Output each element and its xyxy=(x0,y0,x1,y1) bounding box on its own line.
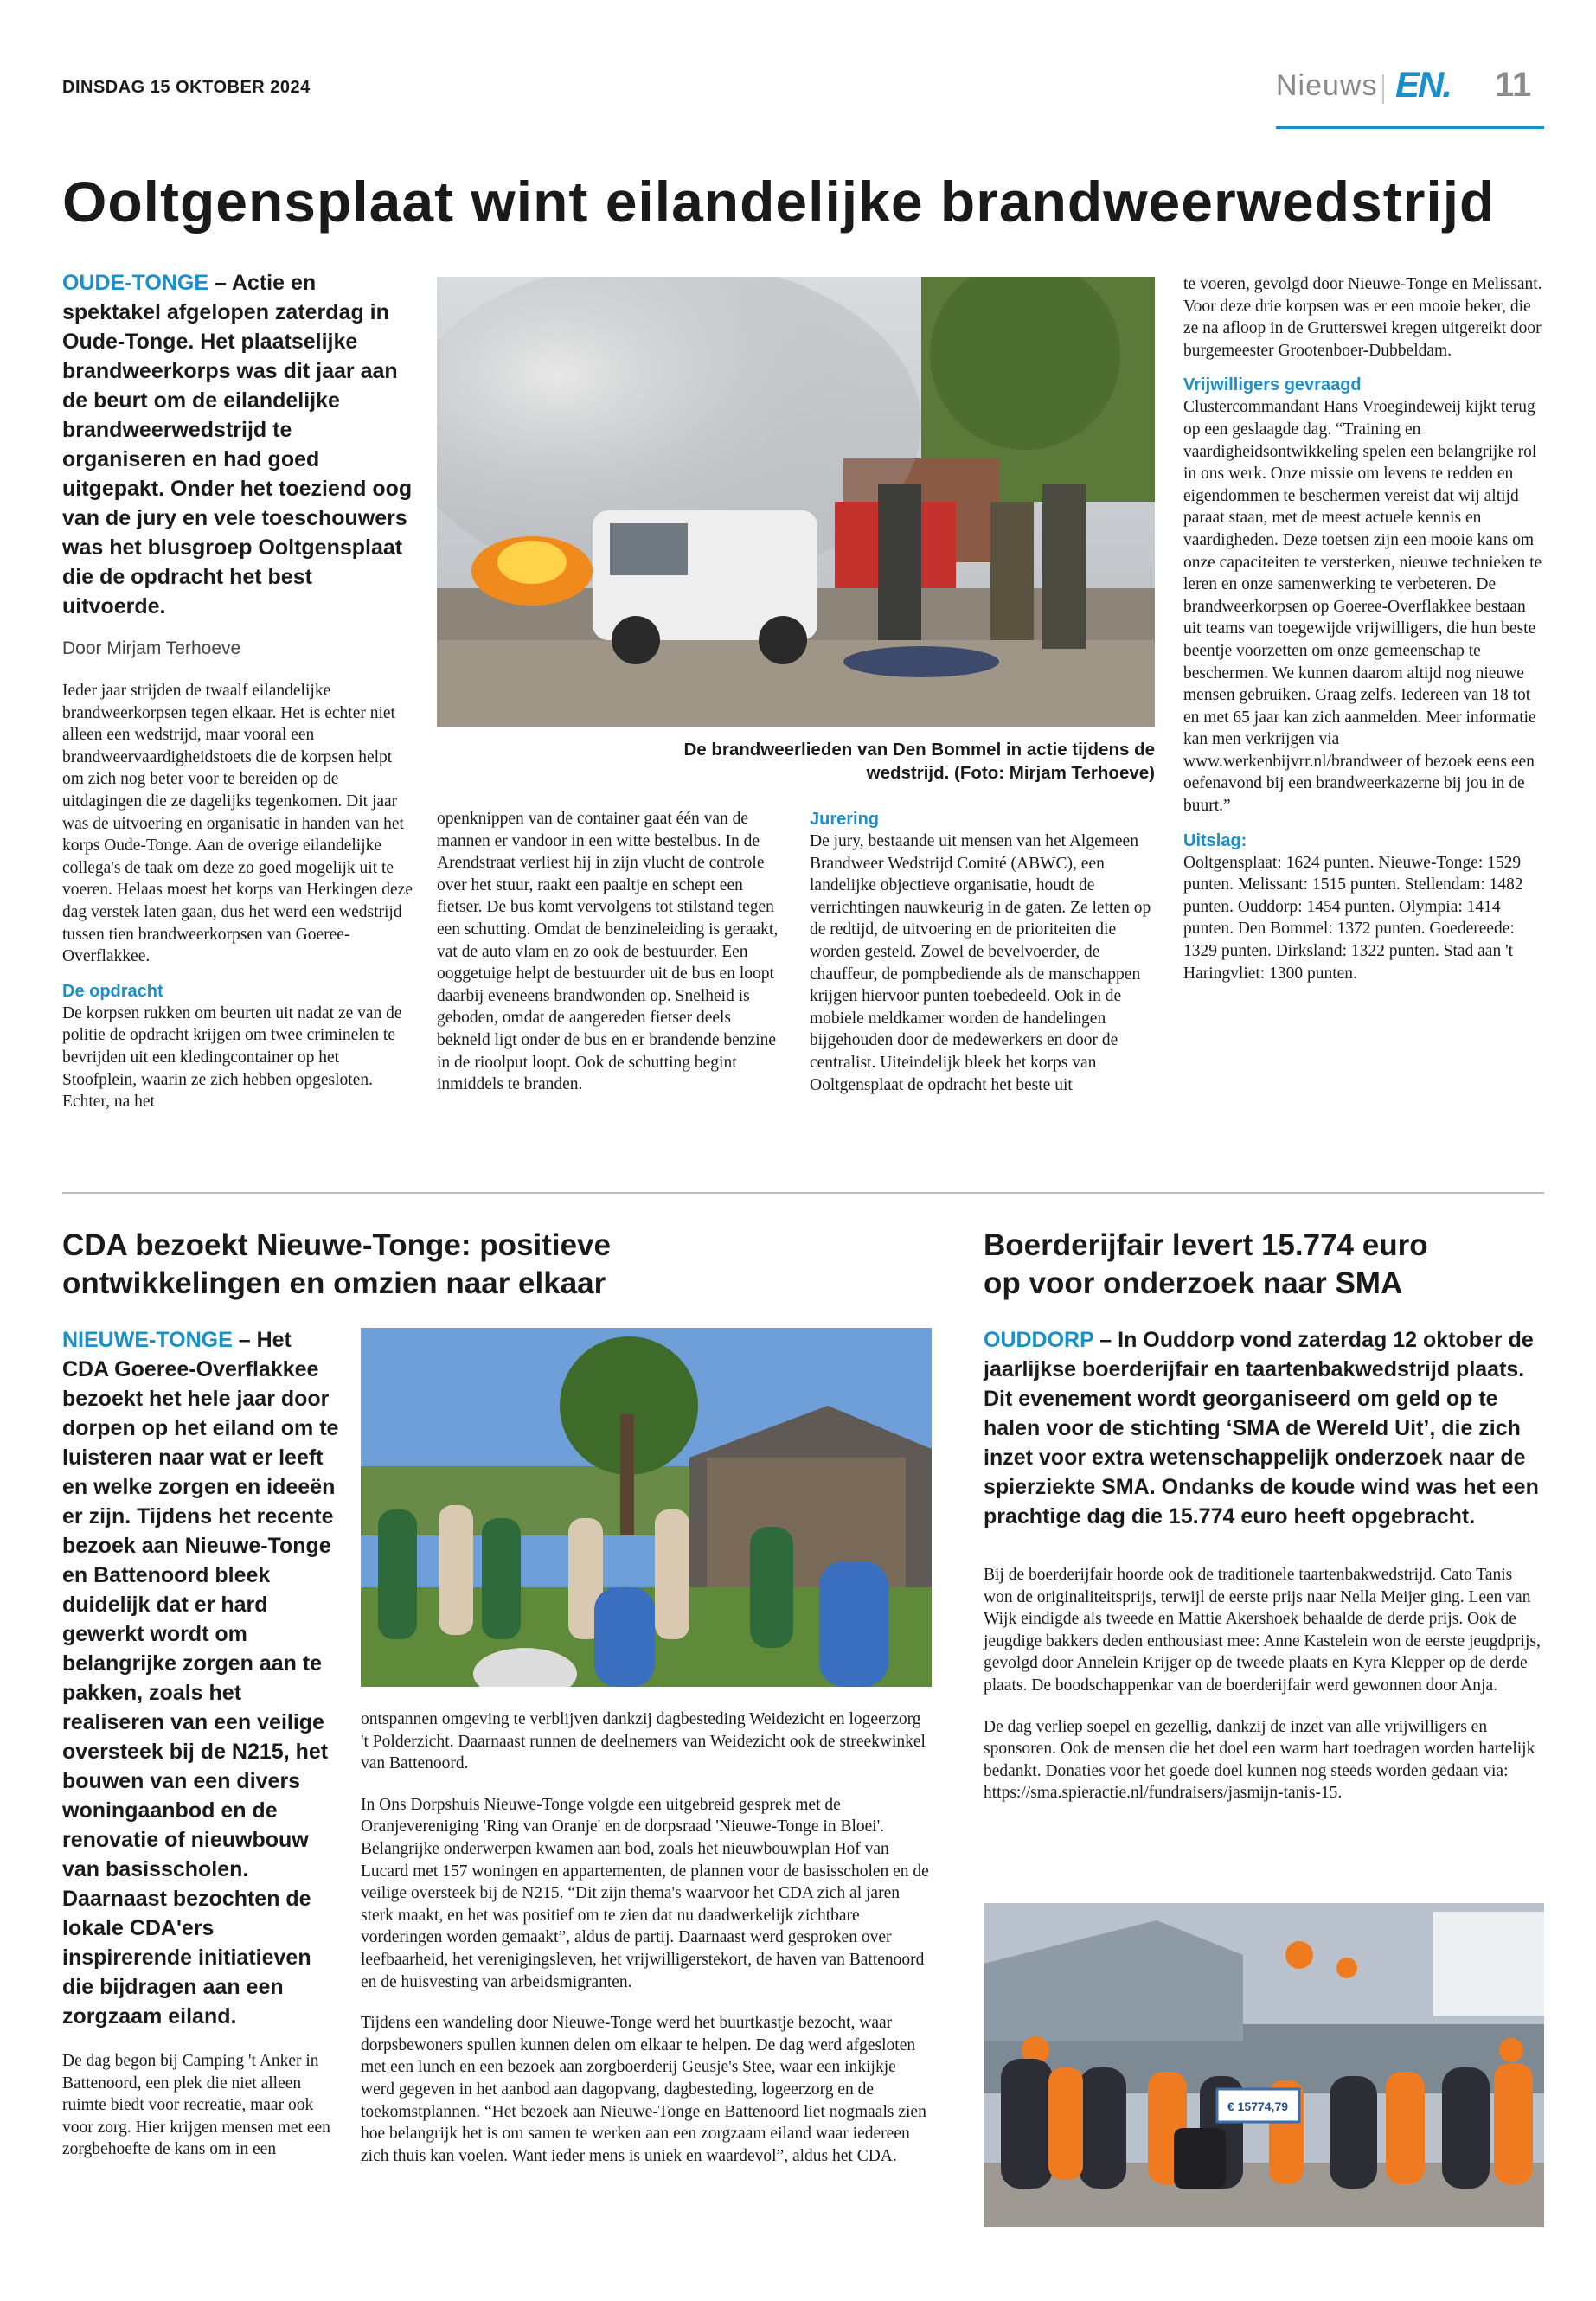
article2-headline: CDA bezoekt Nieuwe-Tonge: positieve ontwikkelingen en omzien naar elkaar xyxy=(62,1228,611,1300)
article1-dateline: OUDE-TONGE xyxy=(62,271,208,295)
article3-p2: De dag verliep soepel en gezellig, dankzij de inzet van alle vrijwilligers en sponsoren. Ook de mensen die het doel een warm hart toedragen worden hartelijk bedankt. Donaties voor het goede doel kunnen nog steeds worden gedaan via: https://sma.spieractie.nl/fundraisers/jasmijn-tanis-15. xyxy=(984,1717,1535,1803)
article1-col2 xyxy=(437,808,783,1096)
header-separator xyxy=(1382,74,1384,104)
article2-col2-p3: Tijdens een wandeling door Nieuwe-Tonge werd het buurtkastje bezocht, waar dorpsbewoners spullen kunnen delen om elkaar te helpen. De dag werd afgesloten met een lunch en een bezoek aan zorgboerderij Geusje's Stee, waar een inkijkje werd gegeven in het aanbod aan dagopvang, dagbesteding, logeerzorg en de toekomstplannen. “Het bezoek aan Nieuwe-Tonge en Battenoord liet nogmaals zien hoe belangrijk het is om samen te werken aan een zorgzaam eiland waar iedereen zich thuis kan voelen. Want ieder mens is uniek en waardevol”, aldus het CDA. xyxy=(361,2014,926,2165)
firefighters-photo xyxy=(437,277,1155,727)
article1-byline: Door Mirjam Terhoeve xyxy=(62,638,241,658)
article3-p1: Bij de boerderijfair hoorde ook de traditionele taartenbakwedstrijd. Cato Tanis won de originaliteitsprijs, terwijl de eerste prijs naar Nella Meijer ging. Leen van Wijk eindigde als tweede en Mattie Akershoek behaalde de derde prijs. Ook de jeugdige bakkers deden enthousiast mee: Anne Kastelein won de eerste jeugdprijs, gevolgd door Annelein Krijger op de tweede plaats en Kyra Klepper op de derde plaats. De boodschappenkar van de boerderijfair werd gewonnen door Anja. xyxy=(984,1566,1541,1695)
article1-col2-p1: openknippen van de container gaat één van de mannen er vandoor in een witte bestelbus. In de Arendstraat verliest hij in zijn vlucht de controle over het stuur, raakt een paaltje en schept een fietser. De bus komt vervolgens tot stilstand tegen een schutting. Omdat de benzineleiding is geraakt, vat de auto vlam en zo ook de bestuurder. Een ooggetuige helpt de bestuurder uit de bus en loopt daarbij eveneens brandwonden op. Snelheid is geboden, omdat de aangereden fietser deels bekneld ligt onder de bus en er brandende benzine in de rioolput loopt. Ook de schutting begint inmiddels te branden. xyxy=(437,810,779,1094)
section-label: Nieuws xyxy=(1276,69,1378,102)
article2-dateline: NIEUWE-TONGE xyxy=(62,1328,233,1352)
issue-date: DINSDAG 15 OKTOBER 2024 xyxy=(62,78,311,97)
boerderijfair-group-photo xyxy=(984,1903,1544,2227)
newspaper-logo: EN. xyxy=(1395,64,1452,105)
article1-col1-p1: Ieder jaar strijden de twaalf eilandelijke brandweerkorpsen tegen elkaar. Het is echter niet alleen een wedstrijd, maar vooral een brandweervaardigheidstoets die de korpsen helpt om zich nog beter voor te bereiden op de uitdagingen die ze dagelijks tegenkomen. Dit jaar was de uitvoering en organisatie in handen van het korps Oude-Tonge. Aan de overige eilandelijke collega's de taak om deze zo goed mogelijk uit te voeren. Helaas moest het korps van Herkingen deze dag verstek laten gaan, dus het werd een wedstrijd tussen tien brandweerkorpsen van Goeree-Overflakkee. xyxy=(62,682,413,966)
article2-col2-p1: ontspannen omgeving te verblijven dankzij dagbesteding Weidezicht en logeerzorg 't Polderzicht. Daarnaast runnen de deelnemers van Weidezicht ook de streekwinkel van Battenoord. xyxy=(361,1710,926,1773)
header-rule xyxy=(1276,126,1544,129)
article2-lead: NIEUWE-TONGE – Het CDA Goeree-Overflakkee bezoekt het hele jaar door dorpen op het eiland om te luisteren naar wat er leeft en welke zorgen en ideeën er zijn. Tijdens het recente bezoek aan Nieuwe-Tonge en Battenoord bleek duidelijk dat er hard gewerkt wordt om belangrijke zorgen aan te pakken, zoals het realiseren van een veilige oversteek bij de N215, het bouwen van een divers woningaanbod en de renovatie of nieuwbouw van basisscholen. Daarnaast bezochten de lokale CDA'ers inspirerende initiatieven die bijdragen aan een zorgzaam eiland. xyxy=(62,1328,339,2029)
article3-text xyxy=(984,1325,1544,1804)
article1-photo-caption: De brandweerlieden van Den Bommel in actie tijdens de wedstrijd. (Foto: Mirjam Terhoeve) xyxy=(683,740,1155,783)
article2-col2-p2: In Ons Dorpshuis Nieuwe-Tonge volgde een uitgebreid gesprek met de Oranjevereniging 'Ring van Oranje' en de dorpsraad 'Nieuwe-Tonge in Bloei'. Belangrijke onderwerpen kwamen aan bod, zoals het nieuwbouwplan Hof van Lucard met 157 woningen en appartementen, de plannen voor de basisscholen en de veilige oversteek bij de N215. “Dit zijn thema's waarvoor het CDA zich al jaren sterk maakt, en het was positief om te zien dat nu daadwerkelijk zichtbare vorderingen worden gemaakt”, aldus de partij. Daarnaast werd gesproken over leefbaarheid, het verenigingsleven, het vrijwilligerstekort, de haven van Battenoord en de huisvesting van arbeidsmigranten. xyxy=(361,1795,929,1991)
article1-subhead-jurering: Jurering xyxy=(810,810,880,829)
article2-col1-p1: De dag begon bij Camping 't Anker in Battenoord, een plek die niet alleen ruimte biedt voor recreatie, maar ook voor zorg. Hier krijgen mensen met een zorgbehoefte de kans om in een xyxy=(62,2052,330,2159)
article1-subhead-vrijwilligers: Vrijwilligers gevraagd xyxy=(1183,375,1362,395)
article1-col4-p3: Ooltgensplaat: 1624 punten. Nieuwe-Tonge: 1529 punten. Melissant: 1515 punten. Stellendam: 1482 punten. Ouddorp: 1454 punten. Olympia: 1414 punten. Den Bommel: 1372 punten. Goedereede: 1329 punten. Dirksland: 1322 punten. Stad aan 't Haringvliet: 1300 punten. xyxy=(1183,853,1523,983)
section-divider xyxy=(62,1192,1544,1194)
cda-visit-photo xyxy=(361,1328,932,1687)
article2-col2 xyxy=(361,1708,932,2167)
article1-subhead-opdracht: De opdracht xyxy=(62,981,163,1001)
page-number: 11 xyxy=(1495,66,1532,104)
article1-col4-p2: Clustercommandant Hans Vroegindeweij kijkt terug op een geslaagde dag. “Training en vaardigheidsontwikkeling spelen een belangrijke rol in ons werk. Onze missie om levens te redden en eigendommen te beschermen vereist dat wij altijd paraat staan, met de meest actuele kennis en vaardigheden. Deze toetsen zijn een mooie kans om onze capaciteiten te versterken, nieuwe technieken te leren en onze samenwerking te verbeteren. De brandweerkorpsen op Goeree-Overflakkee bestaan uit teams van toegewijde vrijwilligers, die hun beste beentje voorzetten om onze gemeenschap te beschermen. We kunnen daarom altijd nog nieuwe mensen gebruiken. Graag zelfs. Iedereen van 18 tot en met 65 jaar kan zich aanmelden. Meer informatie kan men verkrijgen via www.werkenbijvrr.nl/brandweer of bezoek eens een oefenavond bij een brandweerkazerne bij jou in de buurt.” xyxy=(1183,398,1542,816)
article1-col4 xyxy=(1183,273,1544,984)
article1-col1 xyxy=(62,268,417,1113)
article3-lead: OUDDORP – In Ouddorp vond zaterdag 12 oktober de jaarlijkse boerderijfair en taartenbakwedstrijd plaats. Dit evenement wordt georganiseerd om geld op te halen voor de stichting ‘SMA de Wereld Uit’, die zich inzet voor extra wetenschappelijk onderzoek naar de spierziekte SMA. Ondanks de koude wind was het een prachtige dag die 15.774 euro heeft opgebracht. xyxy=(984,1328,1539,1529)
article2-col1 xyxy=(62,1325,343,2161)
cheque-amount: € 15774,79 xyxy=(1227,2099,1289,2113)
article1-col4-p1: te voeren, gevolgd door Nieuwe-Tonge en Melissant. Voor deze drie korpsen was er een mooie beker, die ze na afloop in de Grutterswei kregen uitgereikt door burgemeester Grootenboer-Dubbeldam. xyxy=(1183,275,1542,360)
article1-lead: OUDE-TONGE – Actie en spektakel afgelopen zaterdag in Oude-Tonge. Het plaatselijke brandweerkorps was dit jaar aan de beurt om de eilandelijke brandweerwedstrijd te organiseren en had goed uitgepakt. Onder het toeziend oog van de jury en vele toeschouwers was het blusgroep Ooltgensplaat die de opdracht het best uitvoerde. xyxy=(62,271,413,619)
article1-headline: Ooltgensplaat wint eilandelijke brandweerwedstrijd xyxy=(62,170,1496,234)
article1-subhead-uitslag: Uitslag: xyxy=(1183,830,1247,850)
article1-col3-p1: De jury, bestaande uit mensen van het Algemeen Brandweer Wedstrijd Comité (ABWC), een landelijke objectieve organisatie, houdt de verrichtingen nauwkeurig in de gaten. Ze letten op de redtijd, de uitvoering en de prioriteiten die worden gesteld. Zowel de bevelvoerder, de chauffeur, de pompbediende als de manschappen krijgen hiervoor punten toebedeeld. Ook in de mobiele meldkamer worden de handelingen bijgehouden door de medewerkers en door de centralist. Uiteindelijk bleek het korps van Ooltgensplaat de opdracht het beste uit xyxy=(810,832,1151,1094)
article1-col1-p2: De korpsen rukken om beurten uit nadat ze van de politie de opdracht krijgen om twee criminelen te bevrijden uit een kledingcontainer op het Stoofplein, waarin ze zich hebben opgesloten. Echter, na het xyxy=(62,1003,402,1112)
article3-headline: Boerderijfair levert 15.774 euro op voor onderzoek naar SMA xyxy=(984,1228,1428,1300)
article3-dateline: OUDDORP xyxy=(984,1328,1094,1352)
article1-col3 xyxy=(810,808,1156,1096)
